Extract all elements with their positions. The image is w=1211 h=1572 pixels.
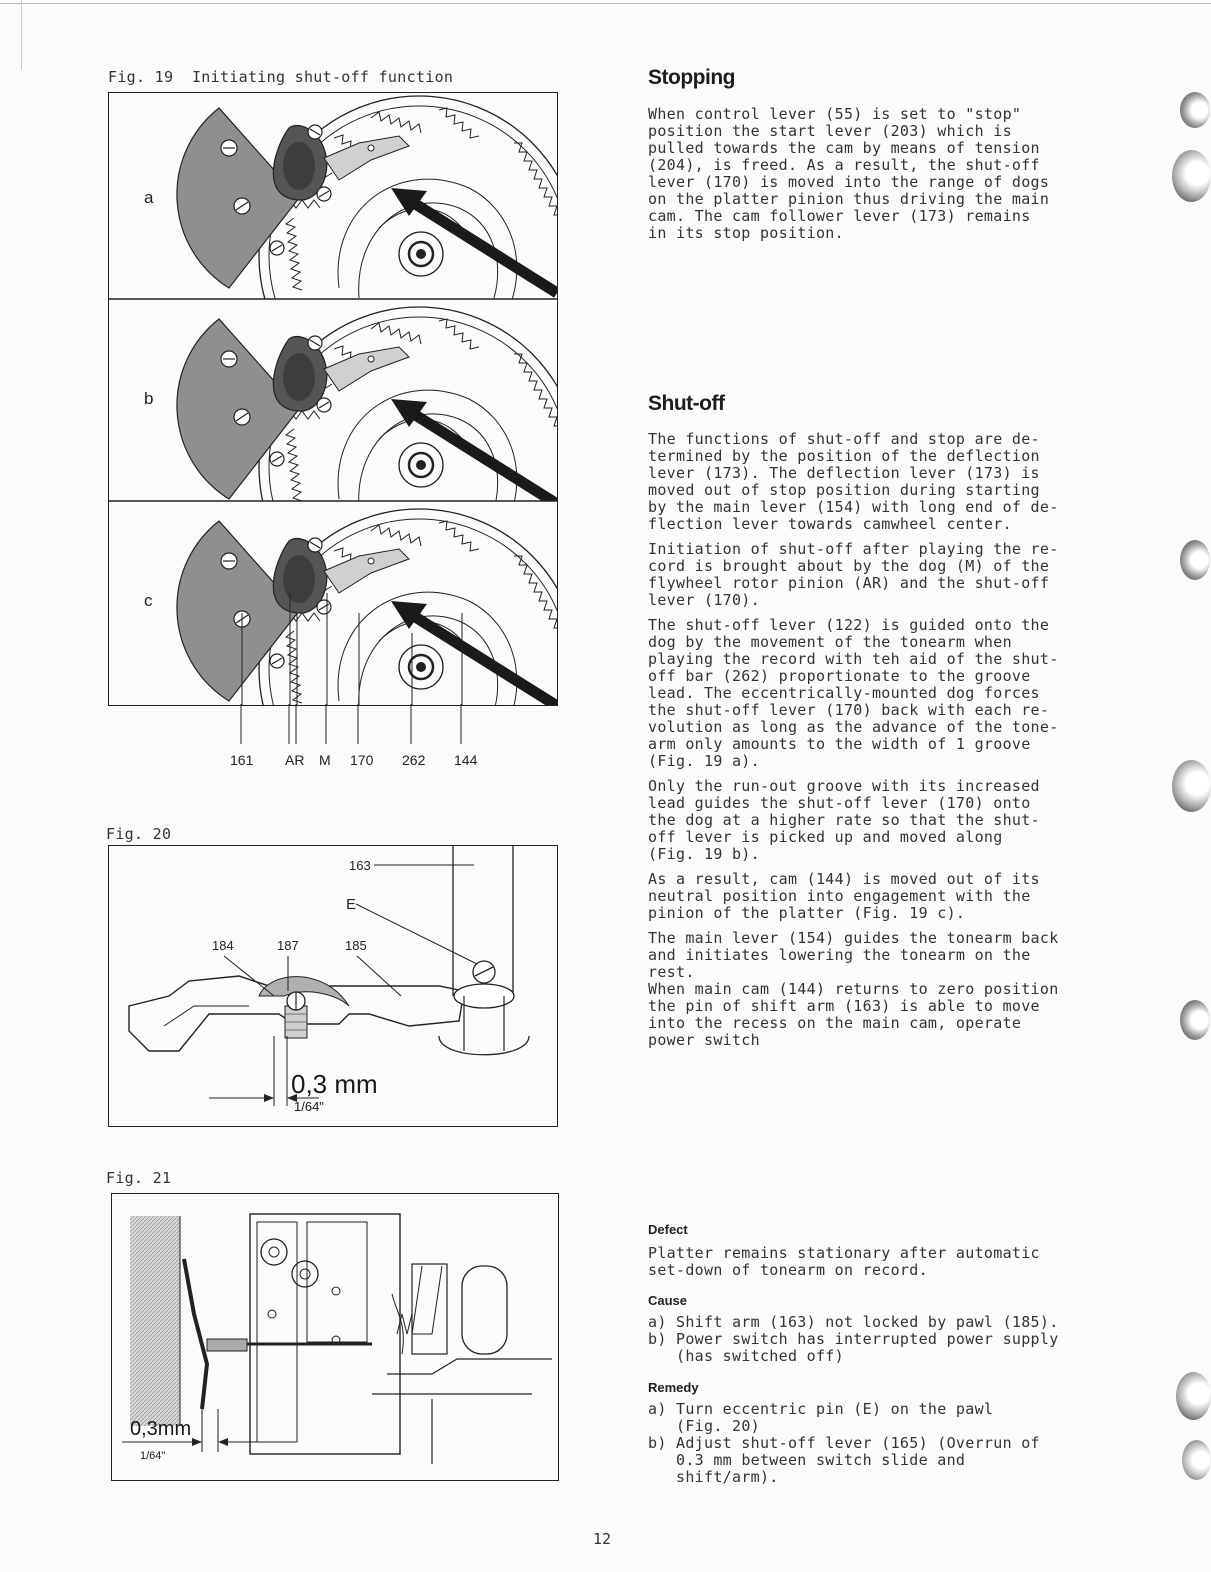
- defect-text: Platter remains stationary after automatic set-down of tonearm on record.: [648, 1244, 1040, 1279]
- cause-heading: Cause: [648, 1293, 688, 1308]
- cause-item-b: b) Power switch has interrupted power supply (has switched off): [648, 1330, 1059, 1365]
- stopping-text: When control lever (55) is set to "stop" position the start lever (203) which is pulled towards the cam by means of tension (204), is freed. As a result, the shut-off lever (170) is moved into the range of dogs on the platter pinion thus driving the main cam. The cam follower lever (173) remains in its stop position.: [648, 105, 1050, 242]
- panel-letter-b: b: [144, 389, 154, 408]
- callout-144: 144: [454, 752, 478, 768]
- binder-ring-1: [1180, 92, 1210, 128]
- fig21-figure: [111, 1193, 559, 1481]
- defect-heading: Defect: [648, 1222, 688, 1237]
- fig21-dimension: 0,3mm: [130, 1418, 192, 1440]
- label-187: 187: [277, 938, 299, 953]
- label-185: 185: [345, 938, 367, 953]
- binder-ring-3: [1180, 540, 1210, 580]
- shutoff-paragraph-3: The shut-off lever (122) is guided onto the dog by the movement of the tonearm when playing the record with teh aid of the shut- off bar (262) proportionate to the groove lead. The eccentrically-mounted dog forces the shut-off lever (170) back with each re- volution as long as the advance of the tone- arm only amounts to the width of 1 groove (Fig. 19 a).: [648, 616, 1059, 770]
- shutoff-paragraph-1: The functions of shut-off and stop are de- termined by the position of the deflection lever (173). The deflection lever (173) is moved out of stop position during starting by the main lever (154) with long end of de- flection lever towards camwheel center.: [648, 430, 1059, 533]
- shutoff-paragraph-5: As a result, cam (144) is moved out of its neutral position into engagement with the pinion of the platter (Fig. 19 c).: [648, 870, 1040, 922]
- fig20-dimension-inch: 1/64": [294, 1099, 324, 1114]
- binder-ring-4: [1172, 760, 1211, 812]
- scan-top-border: [0, 3, 1211, 4]
- shutoff-paragraph-4: Only the run-out groove with its increased lead guides the shut-off lever (170) onto the dog at a higher rate so that the shut- off lever is picked up and moved along (Fig. 19 b).: [648, 777, 1040, 863]
- fig19-caption: Fig. 19 Initiating shut-off function: [108, 68, 454, 86]
- label-163: 163: [349, 858, 371, 873]
- callout-170: 170: [350, 752, 374, 768]
- cause-item-a: a) Shift arm (163) not locked by pawl (185).: [648, 1313, 1059, 1331]
- label-E: E: [346, 896, 357, 913]
- shutoff-body: [648, 431, 1118, 1057]
- callout-AR: AR: [285, 752, 305, 768]
- panel-letter-a: a: [144, 188, 154, 207]
- panel-letter-c: c: [144, 591, 153, 610]
- shutoff-heading: Shut-off: [648, 392, 725, 415]
- fig21-dimension-inch: 1/64": [140, 1450, 166, 1462]
- fig20-dimension: 0,3 mm: [291, 1069, 378, 1099]
- remedy-item-b: b) Adjust shut-off lever (165) (Overrun of 0.3 mm between switch slide and shift/arm).: [648, 1434, 1040, 1486]
- page-number: 12: [593, 1530, 612, 1548]
- cause-list: [648, 1314, 1118, 1365]
- shutoff-paragraph-2: Initiation of shut-off after playing the re- cord is brought about by the dog (M) of the flywheel rotor pinion (AR) and the shut-off lever (170).: [648, 540, 1059, 609]
- remedy-list: [648, 1401, 1118, 1486]
- label-184: 184: [212, 938, 234, 953]
- fig19-figure: [108, 92, 558, 706]
- binder-ring-2: [1172, 150, 1211, 202]
- callout-161: 161: [230, 752, 254, 768]
- remedy-item-a: a) Turn eccentric pin (E) on the pawl (Fig. 20): [648, 1400, 994, 1435]
- binder-ring-5: [1180, 1000, 1210, 1040]
- scan-left-border: [21, 0, 22, 70]
- callout-262: 262: [402, 752, 426, 768]
- binder-ring-7: [1182, 1440, 1211, 1480]
- binder-ring-6: [1176, 1372, 1211, 1420]
- remedy-heading: Remedy: [648, 1380, 699, 1395]
- stopping-heading: Stopping: [648, 66, 735, 89]
- fig20-figure: [108, 845, 558, 1127]
- fig21-caption: Fig. 21: [106, 1169, 172, 1187]
- shutoff-paragraph-6: The main lever (154) guides the tonearm back and initiates lowering the tonearm on the rest. When main cam (144) returns to zero position the pin of shift arm (163) is able to move into the recess on the main cam, operate power switch: [648, 929, 1059, 1049]
- callout-M: M: [319, 752, 331, 768]
- fig19-drawing: [109, 93, 557, 705]
- callout-lines: [108, 704, 556, 744]
- fig20-caption: Fig. 20: [106, 825, 172, 843]
